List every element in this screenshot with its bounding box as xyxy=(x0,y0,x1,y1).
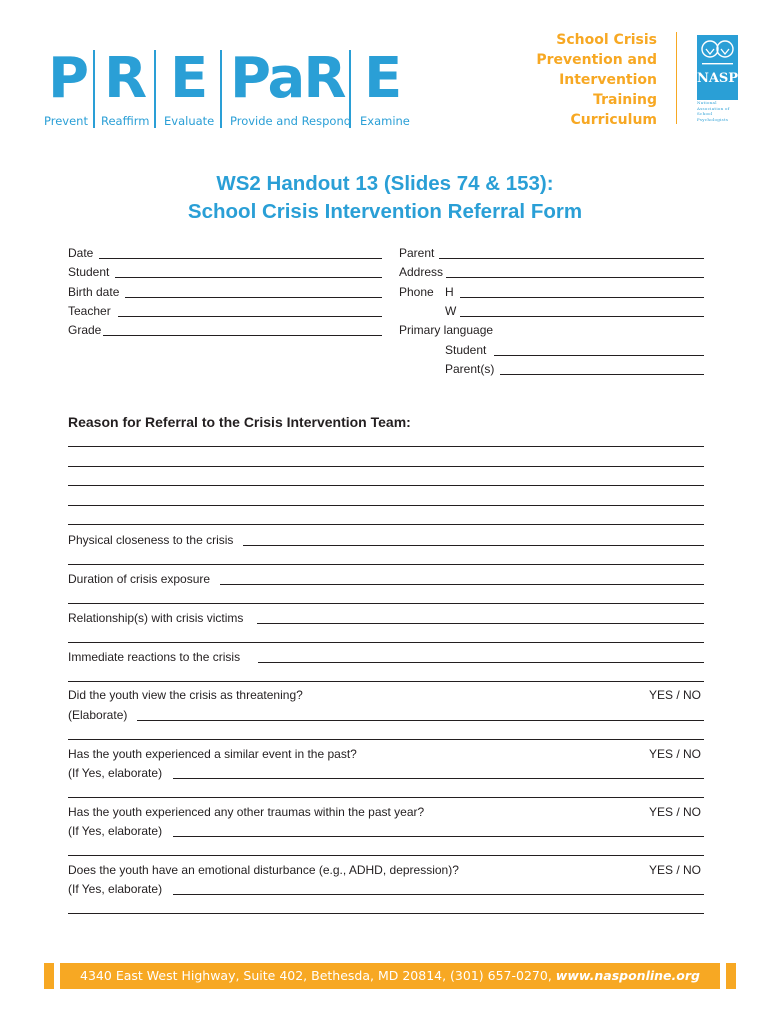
reason-line[interactable] xyxy=(68,485,704,486)
question-other-traumas-yes-no[interactable]: YES / NO xyxy=(648,805,701,819)
elaborate-line[interactable] xyxy=(173,836,704,837)
logo-letter-p: P xyxy=(48,46,90,111)
reason-line[interactable] xyxy=(68,466,704,467)
footer-url[interactable]: www.nasponline.org xyxy=(555,968,700,983)
nasp-name xyxy=(697,100,747,122)
logo-letter-e: E xyxy=(170,46,209,111)
logo-sub-prevent: Prevent xyxy=(44,114,88,128)
elaborate-line2[interactable] xyxy=(68,855,704,856)
reason-heading: Reason for Referral to the Crisis Intervention Team: xyxy=(68,414,411,430)
header-divider xyxy=(676,32,677,124)
parent-line[interactable] xyxy=(439,258,704,259)
elaborate-line2[interactable] xyxy=(68,739,704,740)
question-emotional-disturbance: Does the youth have an emotional disturbance (e.g., ADHD, depression)? xyxy=(68,863,459,877)
logo-sub-examine: Examine xyxy=(360,114,410,128)
logo-divider xyxy=(154,50,156,128)
immediate-reactions-label: Immediate reactions to the crisis xyxy=(68,650,241,664)
teacher-line[interactable] xyxy=(118,316,382,317)
duration-label: Duration of crisis exposure xyxy=(68,572,211,586)
question-similar-event: Has the youth experienced a similar event in the past? xyxy=(68,747,357,761)
nasp-emblem-icon xyxy=(697,35,738,100)
physical-closeness-line2[interactable] xyxy=(68,564,704,565)
relationship-label: Relationship(s) with crisis victims xyxy=(68,611,244,625)
question-similar-event-yes-no[interactable]: YES / NO xyxy=(648,747,701,761)
elaborate-line[interactable] xyxy=(173,894,704,895)
handout-title: WS2 Handout 13 (Slides 74 & 153): xyxy=(216,172,554,195)
elaborate-line2[interactable] xyxy=(68,913,704,914)
curriculum-title xyxy=(536,30,657,130)
curriculum-line: Curriculum xyxy=(570,112,657,128)
curriculum-line: Training xyxy=(593,92,657,108)
phone-label: Phone xyxy=(399,285,434,299)
relationship-line[interactable] xyxy=(257,623,704,624)
date-label: Date xyxy=(68,246,94,260)
primary-language-label: Primary language xyxy=(399,323,494,337)
logo-sub-provide: Provide and Respond xyxy=(230,114,352,128)
language-student-label: Student xyxy=(445,343,487,357)
nasp-line: School xyxy=(697,111,713,116)
logo-letters-par: PaR xyxy=(230,46,345,111)
question-threatening-yes-no[interactable]: YES / NO xyxy=(648,688,701,702)
parent-label: Parent xyxy=(399,246,435,260)
logo-letter-e2: E xyxy=(364,46,403,111)
footer-address xyxy=(44,963,736,989)
elaborate-label: (If Yes, elaborate) xyxy=(68,824,163,838)
elaborate-line2[interactable] xyxy=(68,797,704,798)
prepare-logo xyxy=(44,48,414,132)
duration-line2[interactable] xyxy=(68,603,704,604)
phone-home-line[interactable] xyxy=(460,297,704,298)
birth-date-label: Birth date xyxy=(68,285,120,299)
form-title: School Crisis Intervention Referral Form xyxy=(187,200,583,223)
curriculum-line: Prevention and xyxy=(536,52,657,68)
logo-divider xyxy=(93,50,95,128)
svg-text:NASP: NASP xyxy=(697,71,738,86)
question-threatening: Did the youth view the crisis as threatening? xyxy=(68,688,303,702)
date-line[interactable] xyxy=(99,258,382,259)
nasp-line: Association of xyxy=(697,105,730,111)
elaborate-label: (If Yes, elaborate) xyxy=(68,766,163,780)
question-emotional-disturbance-yes-no[interactable]: YES / NO xyxy=(648,863,701,877)
elaborate-line[interactable] xyxy=(137,720,704,721)
reason-line[interactable] xyxy=(68,505,704,506)
nasp-line: National xyxy=(697,100,717,105)
reason-line[interactable] xyxy=(68,524,704,525)
student-line[interactable] xyxy=(115,277,382,278)
nasp-line: Psychologists xyxy=(697,116,729,122)
physical-closeness-label: Physical closeness to the crisis xyxy=(68,533,234,547)
student-label: Student xyxy=(68,265,110,279)
nasp-logo xyxy=(697,35,738,100)
language-parents-label: Parent(s) xyxy=(445,362,495,376)
logo-sub-evaluate: Evaluate xyxy=(164,114,215,128)
address-label: Address xyxy=(399,265,444,279)
phone-home-label: H xyxy=(445,285,454,299)
logo-sub-reaffirm: Reaffirm xyxy=(101,114,150,128)
elaborate-label: (Elaborate) xyxy=(68,708,128,722)
question-other-traumas: Has the youth experienced any other traumas within the past year? xyxy=(68,805,425,819)
grade-label: Grade xyxy=(68,323,102,337)
logo-divider xyxy=(220,50,222,128)
teacher-label: Teacher xyxy=(68,304,111,318)
birth-date-line[interactable] xyxy=(125,297,382,298)
duration-line[interactable] xyxy=(220,584,704,585)
footer-address-text: 4340 East West Highway, Suite 402, Bethesda, MD 20814, (301) 657-0270, xyxy=(80,968,556,983)
grade-line[interactable] xyxy=(103,335,382,336)
elaborate-label: (If Yes, elaborate) xyxy=(68,882,163,896)
phone-work-label: W xyxy=(445,304,457,318)
physical-closeness-line[interactable] xyxy=(243,545,704,546)
elaborate-line[interactable] xyxy=(173,778,704,779)
logo-letter-r: R xyxy=(104,46,148,111)
phone-work-line[interactable] xyxy=(460,316,704,317)
language-parents-line[interactable] xyxy=(500,374,704,375)
immediate-reactions-line[interactable] xyxy=(258,662,704,663)
curriculum-line: School Crisis xyxy=(556,32,657,48)
reason-line[interactable] xyxy=(68,446,704,447)
relationship-line2[interactable] xyxy=(68,642,704,643)
immediate-reactions-line2[interactable] xyxy=(68,681,704,682)
footer-bar xyxy=(44,963,736,989)
language-student-line[interactable] xyxy=(494,355,704,356)
curriculum-line: Intervention xyxy=(559,72,657,88)
address-line[interactable] xyxy=(446,277,704,278)
